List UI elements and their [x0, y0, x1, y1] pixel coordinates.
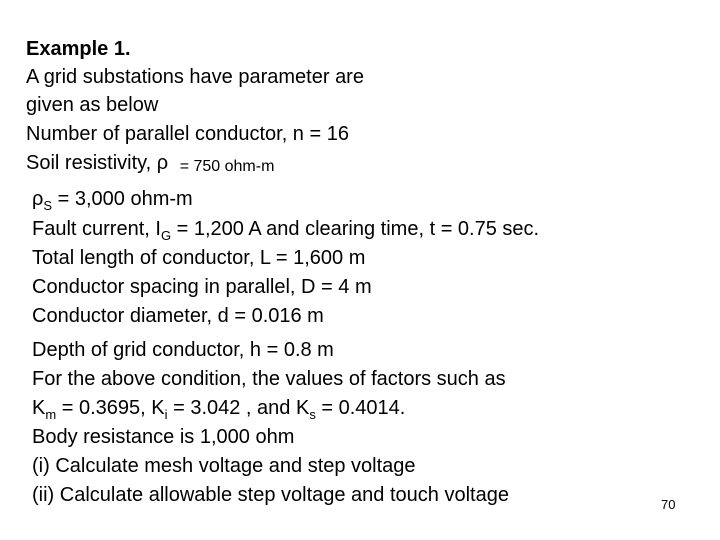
factors-intro-line: For the above condition, the values of factors such as [32, 368, 506, 390]
example-title: Example 1. [26, 38, 131, 60]
km-symbol: K [32, 397, 46, 419]
total-length-line: Total length of conductor, L = 1,600 m [32, 247, 366, 269]
ks-value: = 0.4014. [321, 397, 406, 419]
rho-s-subscript: S [43, 198, 53, 213]
question-2: (ii) Calculate allowable step voltage and touch voltage [32, 484, 509, 506]
ks-subscript: s [309, 407, 316, 422]
surface-resistivity-line [32, 187, 193, 213]
body-resistance-line: Body resistance is 1,000 ohm [32, 426, 295, 448]
question-1: (i) Calculate mesh voltage and step voltage [32, 455, 416, 477]
depth-line: Depth of grid conductor, h = 0.8 m [32, 339, 334, 361]
soil-resistivity-value: = 750 ohm-m [179, 158, 275, 175]
fault-current-line [32, 217, 539, 243]
intro-line-1: A grid substations have parameter are [26, 66, 364, 88]
rho-symbol: ρ [32, 188, 44, 210]
page-number: 70 [661, 497, 676, 512]
parallel-conductors-line: Number of parallel conductor, n = 16 [26, 123, 349, 145]
soil-resistivity-line [26, 151, 274, 177]
spacing-line: Conductor spacing in parallel, D = 4 m [32, 276, 372, 298]
diameter-line: Conductor diameter, d = 0.016 m [32, 305, 324, 327]
factors-values-line [32, 396, 405, 422]
surface-resistivity-value: = 3,000 ohm-m [57, 188, 193, 210]
fault-current-value: = 1,200 A and clearing time, t = 0.75 sec. [176, 218, 540, 240]
ki-subscript: i [164, 407, 168, 422]
fault-current-subscript: G [160, 228, 172, 243]
fault-current-prefix: Fault current, I [32, 218, 161, 240]
intro-line-2: given as below [26, 94, 159, 116]
ki-value: = 3.042 , and K [173, 397, 310, 419]
km-value: = 0.3695, K [61, 397, 165, 419]
soil-resistivity-label: Soil resistivity, ρ [26, 152, 169, 174]
km-subscript: m [45, 407, 57, 422]
